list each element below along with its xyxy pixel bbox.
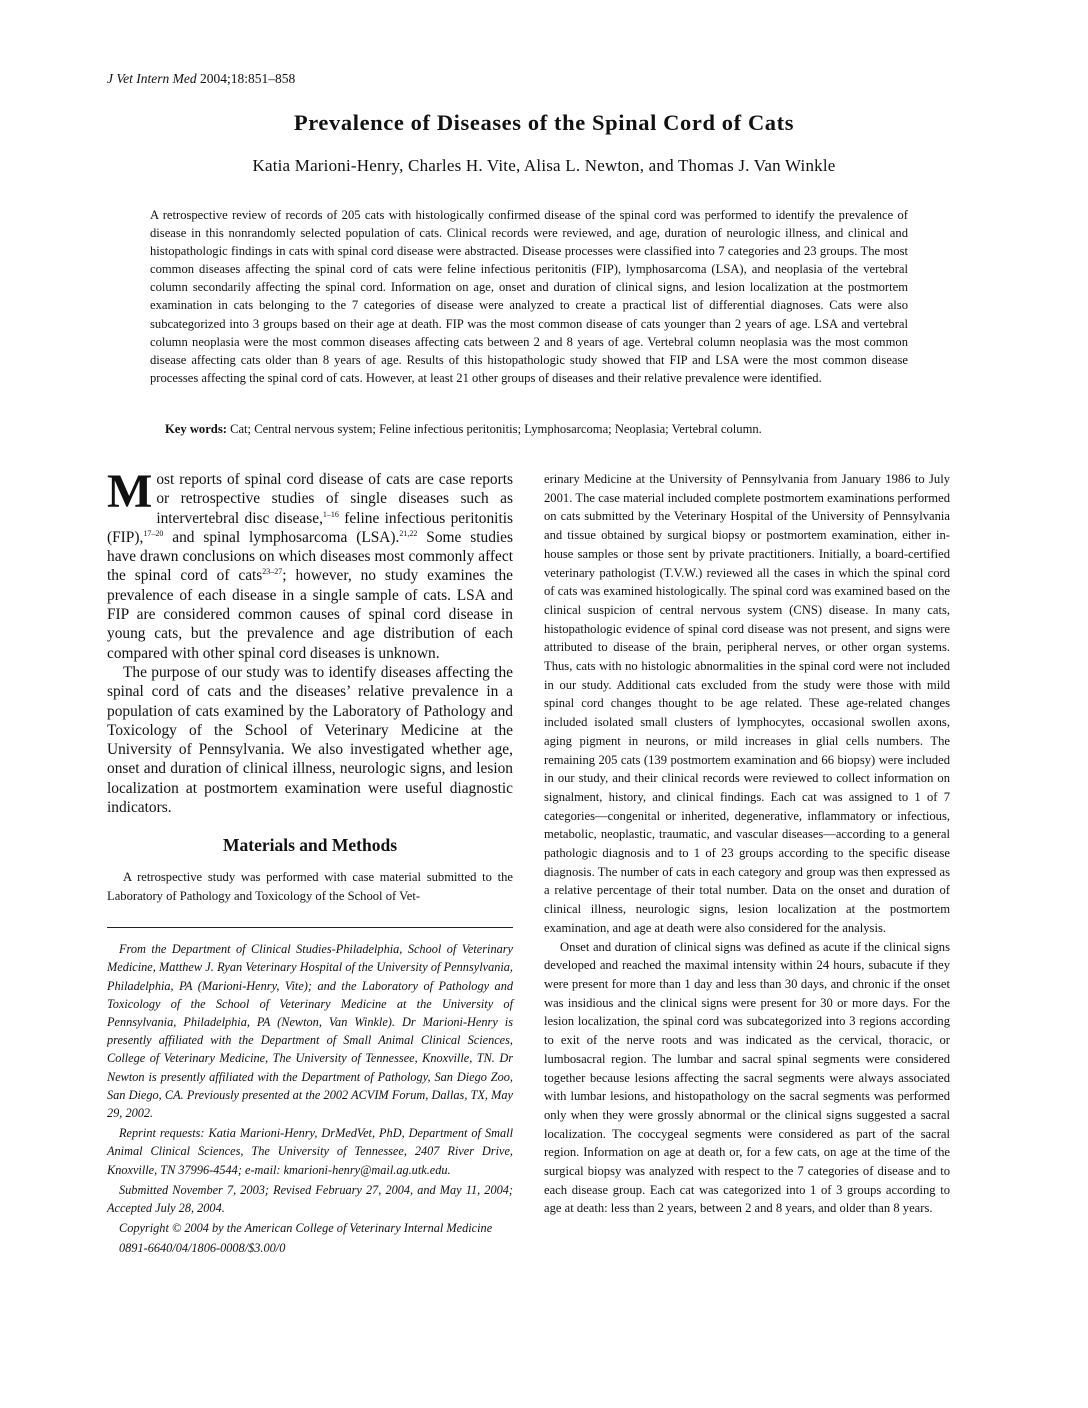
citation-superscript: 21,22 [399, 528, 418, 538]
keywords-label: Key words: [165, 422, 227, 436]
intro-text: ; however, no study examines the prevalence of each disease in a single sample of cats. LSA and FIP are considered common causes of spinal cord disease in young cats, but the prevalence and age distribution of each compared with other spinal cord diseases is unknown. [107, 567, 513, 662]
methods-paragraph-1-continued: erinary Medicine at the University of Pennsylvania from January 1986 to July 2001. The case material included complete postmortem examinations performed on cats submitted by the Veterinary Hospital of the University of Pennsylvania and tissue obtained by surgical biopsy or postmortem examination, either in-house samples or those sent by private practitioners. Initially, a board-certified veterinary pathologist (T.V.W.) reviewed all the cases in which the spinal cord of cats was examined histologically. The spinal cord was examined based on the clinical suspicion of central nervous system (CNS) disease. In many cats, histopathologic evidence of spinal cord disease was not present, and signs were attributed to disease of the brain, peripheral nerves, or other organ systems. Thus, cats with no histologic abnormalities in the spinal cord were not included in our study. Additional cats excluded from the study were those with mild spinal cord changes thought to be age related. These age-related changes included isolated small clusters of lymphocytes, occasional swollen axons, aging pigment in neurons, or mild increases in glial cells numbers. The remaining 205 cats (139 postmortem examination and 66 biopsy) were included in our study, and their clinical records were reviewed to collect information on signalment, history, and clinical findings. Each cat was assigned to 1 of 7 categories—congenital or inherited, degenerative, inflammatory or infectious, metabolic, neoplastic, traumatic, and vascular diseases—according to a general pathologic diagnosis and to 1 of 23 groups according to the specific disease diagnosis. The number of cats in each category and group was then expressed as a relative percentage of their total number. Data on the onset and duration of clinical illness, neurologic signs, lesion localization at the postmortem examination, and age at death were also considered for the analysis. [544, 472, 950, 935]
citation-superscript: 17–20 [143, 528, 164, 538]
keywords [165, 420, 905, 438]
keywords-text: Cat; Central nervous system; Feline infectious peritonitis; Lymphosarcoma; Neoplasia; Vertebral column. [226, 422, 762, 436]
abstract: A retrospective review of records of 205 cats with histologically confirmed disease of the spinal cord was performed to identify the prevalence of disease in this nonrandomly selected population of cats. Clinical records were reviewed, and age, duration of neurologic illness, and clinical and histopathologic findings in cats with spinal cord disease were abstracted. Disease processes were classified into 7 categories and 23 groups. The most common diseases affecting the spinal cord of cats were feline infectious peritonitis (FIP), lymphosarcoma (LSA), and neoplasia of the vertebral column secondarily affecting the spinal cord. Information on age, onset and duration of clinical signs, and lesion localization at the postmortem examination in cats belonging to the 7 categories of disease were analyzed to create a practical list of differential diagnoses. Cats were also subcategorized into 3 groups based on their age at death. FIP was the most common disease of cats younger than 2 years of age. LSA and vertebral column neoplasia were the most common diseases affecting cats between 2 and 8 years of age. Vertebral column neoplasia was the most common disease affecting cats older than 8 years of age. Results of this histopathologic study showed that FIP and LSA were the most common disease processes affecting the spinal cord of cats. However, at least 21 other groups of diseases and their relative prevalence were identified. [150, 208, 908, 385]
intro-text: and spinal lymphosarcoma (LSA). [163, 528, 400, 546]
footnotes [107, 940, 513, 1257]
journal-citation [107, 71, 295, 87]
methods-paragraph-2: Onset and duration of clinical signs was defined as acute if the clinical signs developed and reached the maximal intensity within 24 hours, subacute if they were present for more than 1 day and less than 30 days, and chronic if the onset was insidious and the clinical signs were present for 30 or more days. For the lesion localization, the spinal cord was subcategorized into 3 regions according to exit of the nerve roots and was indicated as the cervical, thoracic, or lumbosacral region. The lumbar and sacral spinal segments were considered together because lesions affecting the sacral segments were always associated with lumbar lesions, and histopathology on the sacral segments was performed only when they were grossly abnormal or the clinical signs suggested a sacral localization. The coccygeal segments were considered as part of the sacral region. Information on age at death or, for a few cats, on age at the time of the surgical biopsy was analyzed with respect to the 7 categories of disease and to each disease group. Each cat was categorized into 1 of 3 groups according to age at death: less than 2 years, between 2 and 8 years, and older than 8 years. [544, 939, 950, 1216]
methods-paragraph-1-start: A retrospective study was performed with case material submitted to the Laboratory of Pathology and Toxicology of the School of Vet- [107, 870, 513, 903]
article-code: 0891-6640/04/1806-0008/$3.00/0 [119, 1241, 286, 1256]
right-column [544, 470, 950, 1218]
intro-text: Some studies have drawn conclusions on which diseases most commonly affect the spinal cord of cats [107, 528, 513, 585]
citation-superscript: 1–16 [322, 509, 339, 519]
journal-volume-pages: 2004;18:851–858 [196, 71, 296, 86]
author-list: Katia Marioni-Henry, Charles H. Vite, Alisa L. Newton, and Thomas J. Van Winkle [252, 156, 836, 175]
copyright-note: Copyright © 2004 by the American College of Veterinary Internal Medicine [119, 1221, 493, 1236]
drop-cap: M [107, 465, 153, 518]
intro-text: feline infectious peritonitis (FIP), [107, 509, 513, 546]
intro-paragraph-1 [107, 465, 513, 663]
reprint-note: Reprint requests: Katia Marioni-Henry, DrMedVet, PhD, Department of Small Animal Clinical Sciences, The University of Tennessee, 2407 River Drive, Knoxville, TN 37996-4544; e-mail: kmarioni-henry@mail.ag.utk.edu. [107, 1126, 513, 1177]
submission-note: Submitted November 7, 2003; Revised February 27, 2004, and May 11, 2004; Accepted July 28, 2004. [107, 1182, 513, 1215]
intro-paragraph-2: The purpose of our study was to identify diseases affecting the spinal cord of cats and the diseases’ relative prevalence in a population of cats examined by the Laboratory of Pathology and Toxicology of the School of Veterinary Medicine at the University of Pennsylvania. We also investigated whether age, onset and duration of clinical illness, neurologic signs, and lesion localization at postmortem examination were useful diagnostic indicators. [107, 663, 513, 817]
article-title: Prevalence of Diseases of the Spinal Cord of Cats [293, 110, 795, 135]
intro-text: ost reports of spinal cord disease of cats are case reports or retrospective studies of single diseases such as intervertebral disc disease, [156, 471, 513, 527]
left-column [107, 465, 513, 1260]
affiliation-note: From the Department of Clinical Studies-Philadelphia, School of Veterinary Medicine, Matthew J. Ryan Veterinary Hospital of the University of Pennsylvania, Philadelphia, PA (Marioni-Henry, Vite); and the Laboratory of Pathology and Toxicology of the School of Veterinary Medicine at the University of Pennsylvania, Philadelphia, PA (Newton, Van Winkle). Dr Marioni-Henry is presently affiliated with the Department of Small Animal Clinical Sciences, College of Veterinary Medicine, The University of Tennessee, Knoxville, TN. Dr Newton is presently affiliated with the Department of Pathology, San Diego Zoo, San Diego, CA. Previously presented at the 2002 ACVIM Forum, Dallas, TX, May 29, 2002. [107, 942, 513, 1120]
citation-superscript: 23–27 [262, 567, 283, 577]
footnote-divider [107, 927, 513, 928]
section-heading-methods: Materials and Methods [222, 835, 398, 856]
journal-name: J Vet Intern Med [107, 71, 197, 86]
